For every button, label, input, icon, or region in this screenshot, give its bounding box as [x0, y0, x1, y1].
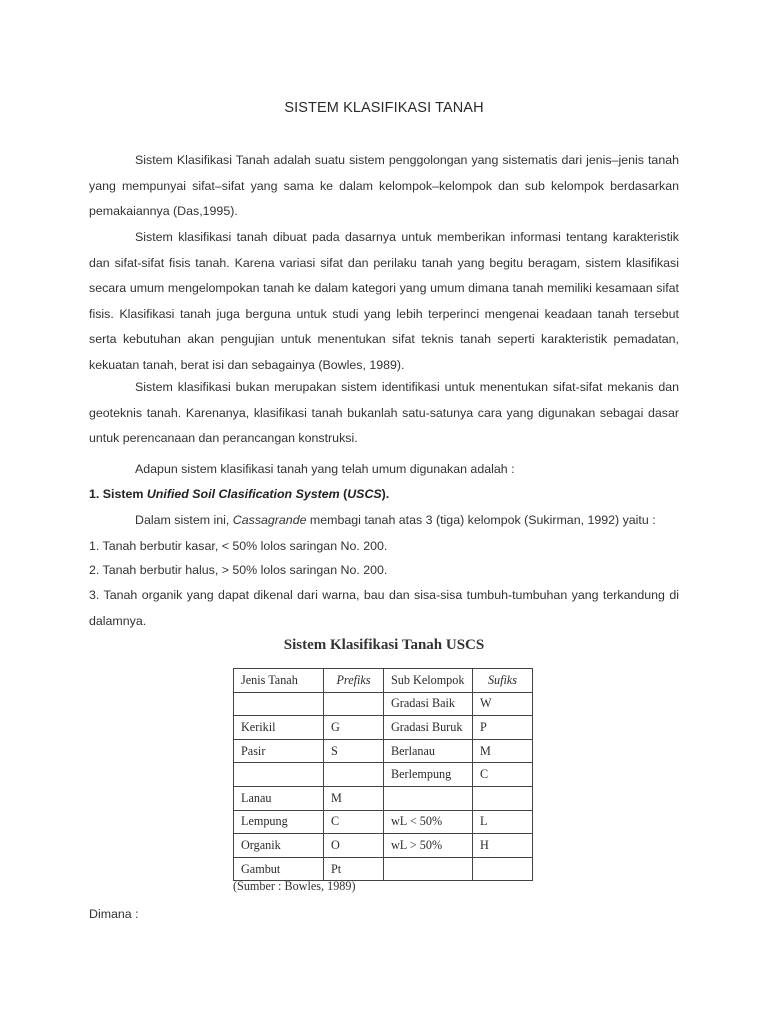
- paragraph-3-text: Sistem klasifikasi bukan merupakan sistem identifikasi untuk menentukan sifat-sifat mekanis dan geoteknis tanah. Karenanya, klasifikasi tanah bukanlah satu-satunya cara yang digunakan sebagai dasar untuk perencanaan dan perancangan konstruksi.: [89, 380, 679, 446]
- table-row: [234, 692, 533, 716]
- table-cell: [473, 857, 533, 881]
- uscs-intro-before: Dalam sistem ini,: [135, 513, 233, 527]
- table-cell: P: [473, 716, 533, 740]
- table-cell: L: [473, 810, 533, 834]
- table-cell: C: [473, 763, 533, 787]
- section-number: 1. Sistem: [89, 487, 147, 501]
- table-cell: Organik: [234, 834, 324, 858]
- paragraph-3: [89, 375, 679, 452]
- table-cell: wL < 50%: [384, 810, 473, 834]
- table-cell: Kerikil: [234, 716, 324, 740]
- table-cell: W: [473, 692, 533, 716]
- section-abbr: USCS: [347, 487, 382, 501]
- table-cell: O: [324, 834, 384, 858]
- paragraph-1: [89, 148, 679, 225]
- table-cell: Pasir: [234, 739, 324, 763]
- table-cell: Berlanau: [384, 739, 473, 763]
- table-cell: [234, 763, 324, 787]
- table-cell: Lempung: [234, 810, 324, 834]
- uscs-intro-after: membagi tanah atas 3 (tiga) kelompok (Sukirman, 1992) yaitu :: [306, 513, 656, 527]
- list-item-1: 1. Tanah berbutir kasar, < 50% lolos saringan No. 200.: [89, 539, 388, 553]
- uscs-table: [233, 668, 533, 881]
- table-cell: Lanau: [234, 786, 324, 810]
- header-sub-kelompok: Sub Kelompok: [384, 669, 473, 693]
- paragraph-2: [89, 225, 679, 379]
- table-row: [234, 857, 533, 881]
- section-close-paren: ).: [381, 487, 390, 501]
- table-cell: [324, 763, 384, 787]
- paragraph-1-text: Sistem Klasifikasi Tanah adalah suatu sistem penggolongan yang sistematis dari jenis–jenis tanah yang mempunyai sifat–sifat yang sama ke dalam kelompok–kelompok dan sub kelompok berdasarkan pemakaiannya (Das,1995).: [89, 153, 679, 219]
- section-heading-uscs: [89, 482, 679, 508]
- uscs-intro-name: Cassagrande: [232, 513, 307, 527]
- uscs-intro: [89, 508, 679, 534]
- table-cell: Gradasi Baik: [384, 692, 473, 716]
- section-open-paren: (: [339, 487, 348, 501]
- table-header-row: [234, 669, 533, 693]
- table-cell: S: [324, 739, 384, 763]
- table-cell: C: [324, 810, 384, 834]
- table-source: (Sumber : Bowles, 1989): [233, 879, 356, 893]
- page-title: SISTEM KLASIFIKASI TANAH: [284, 100, 484, 116]
- table-cell: M: [473, 739, 533, 763]
- paragraph-2-text: Sistem klasifikasi tanah dibuat pada dasarnya untuk memberikan informasi tentang karakteristik dan sifat-sifat fisis tanah. Karena variasi sifat dan perilaku tanah yang begitu beragam, sistem klasifikasi secara umum mengelompokan tanah ke dalam kategori yang umum dimana tanah memiliki kesamaan sifat fisis. Klasifikasi tanah juga berguna untuk studi yang lebih terperinci mengenai keadaan tanah tersebut serta kebutuhan akan pengujian untuk menentukan sifat teknis tanah seperti karakteristik pemadatan, kekuatan tanah, berat isi dan sebagainya (Bowles, 1989).: [89, 230, 679, 372]
- table-cell: wL > 50%: [384, 834, 473, 858]
- table-title: Sistem Klasifikasi Tanah USCS: [283, 637, 485, 653]
- table-cell: Gradasi Buruk: [384, 716, 473, 740]
- table-cell: Gambut: [234, 857, 324, 881]
- paragraph-4: [89, 457, 679, 483]
- list-item-3: 3. Tanah organik yang dapat dikenal dari warna, bau dan sisa-sisa tumbuh-tumbuhan yang terkandung di dalamnya.: [89, 588, 679, 628]
- table-cell: M: [324, 786, 384, 810]
- header-sufiks: Sufiks: [473, 669, 533, 693]
- table-cell: G: [324, 716, 384, 740]
- closing-text: Dimana :: [89, 907, 139, 921]
- header-prefiks: Prefiks: [324, 669, 384, 693]
- table-cell: [384, 857, 473, 881]
- section-system-name: Unified Soil Clasification System: [146, 487, 340, 501]
- table-cell: H: [473, 834, 533, 858]
- table-cell: [384, 786, 473, 810]
- table-row: [234, 739, 533, 763]
- table-row: [234, 786, 533, 810]
- table-cell: Berlempung: [384, 763, 473, 787]
- table-row: [234, 834, 533, 858]
- table-row: [234, 810, 533, 834]
- table-cell: [473, 786, 533, 810]
- header-jenis-tanah: Jenis Tanah: [234, 669, 324, 693]
- table-row: [234, 716, 533, 740]
- table-cell: [234, 692, 324, 716]
- table-row: [234, 763, 533, 787]
- list-item-2: 2. Tanah berbutir halus, > 50% lolos saringan No. 200.: [89, 563, 388, 577]
- paragraph-4-text: Adapun sistem klasifikasi tanah yang telah umum digunakan adalah :: [135, 462, 515, 476]
- table-cell: [324, 692, 384, 716]
- table-cell: Pt: [324, 857, 384, 881]
